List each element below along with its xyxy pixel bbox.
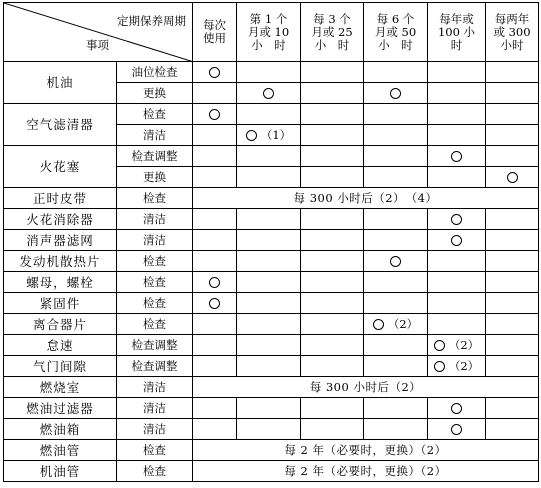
circle-icon: [451, 214, 462, 225]
schedule-cell: [193, 356, 237, 377]
schedule-cell: [301, 167, 364, 188]
footnote-ref: （1）: [260, 127, 292, 142]
schedule-cell: [301, 356, 364, 377]
action-cell: 清洁: [117, 398, 193, 419]
period-header-4: [428, 3, 486, 62]
item-name-cell: 气门间隙: [4, 356, 117, 377]
period-header-line: 或 300: [493, 24, 531, 39]
item-name-cell: 正时皮带: [4, 188, 117, 209]
table-row: [4, 104, 539, 125]
schedule-cell: [364, 167, 428, 188]
schedule-cell: [486, 62, 539, 83]
table-row: [4, 335, 539, 356]
period-header-line: 每 3 个: [313, 11, 351, 26]
schedule-cell: [428, 230, 486, 251]
schedule-cell: [237, 230, 301, 251]
action-cell: 检查: [117, 314, 193, 335]
schedule-cell: [428, 146, 486, 167]
schedule-cell: [193, 209, 237, 230]
schedule-cell: [486, 83, 539, 104]
table-row: [4, 461, 539, 482]
schedule-cell: [193, 398, 237, 419]
circle-icon: [390, 88, 401, 99]
action-cell: 更换: [117, 167, 193, 188]
schedule-cell: [237, 62, 301, 83]
action-cell: 检查: [117, 251, 193, 272]
action-cell: 检查: [117, 293, 193, 314]
action-cell: 检查调整: [117, 356, 193, 377]
table-row: [4, 398, 539, 419]
table-row: [4, 251, 539, 272]
table-row: [4, 209, 539, 230]
schedule-cell: [486, 230, 539, 251]
table-row: [4, 146, 539, 167]
period-header-1: [237, 3, 301, 62]
schedule-cell: [364, 230, 428, 251]
table-row: [4, 419, 539, 440]
action-cell: 油位检查: [117, 62, 193, 83]
header-row: [4, 3, 539, 62]
interval-note-cell: 每 2 年（必要时，更换）（2）: [193, 461, 539, 482]
schedule-cell: [486, 272, 539, 293]
item-name-cell: 空气滤清器: [4, 104, 117, 146]
schedule-cell: [428, 272, 486, 293]
schedule-cell: [193, 272, 237, 293]
period-header-line: 使用: [203, 31, 226, 45]
schedule-cell: [237, 104, 301, 125]
circle-icon: [209, 109, 220, 120]
schedule-cell: [237, 335, 301, 356]
schedule-cell: [237, 209, 301, 230]
schedule-cell: [193, 419, 237, 440]
item-name-cell: 发动机散热片: [4, 251, 117, 272]
circle-icon: [390, 256, 401, 267]
schedule-cell: [486, 125, 539, 146]
schedule-cell: [237, 398, 301, 419]
table-row: [4, 188, 539, 209]
period-header-line: 月或 50: [374, 24, 417, 39]
schedule-cell: [301, 146, 364, 167]
item-name-cell: 燃油箱: [4, 419, 117, 440]
action-cell: 检查: [117, 104, 193, 125]
circle-icon: [451, 403, 462, 414]
schedule-cell: [193, 62, 237, 83]
action-cell: 检查: [117, 440, 193, 461]
schedule-cell: [486, 356, 539, 377]
schedule-cell: [364, 125, 428, 146]
schedule-cell: [237, 314, 301, 335]
maintenance-schedule: [3, 2, 539, 482]
interval-note-cell: 每 2 年（必要时，更换）（2）: [193, 440, 539, 461]
action-cell: 清洁: [117, 230, 193, 251]
schedule-cell: [237, 272, 301, 293]
schedule-cell: [486, 335, 539, 356]
item-name-cell: 火花消除器: [4, 209, 117, 230]
schedule-cell: [193, 293, 237, 314]
circle-icon: [451, 424, 462, 435]
schedule-cell: [364, 104, 428, 125]
schedule-cell: [193, 230, 237, 251]
schedule-cell: [428, 209, 486, 230]
action-cell: 检查调整: [117, 335, 193, 356]
schedule-cell: [364, 314, 428, 335]
action-cell: 检查: [117, 461, 193, 482]
interval-note-cell: 每 300 小时后（2）: [193, 377, 539, 398]
footnote-ref: （2）: [387, 316, 419, 331]
action-cell: 检查: [117, 188, 193, 209]
header-period-label: 定期保养周期: [117, 14, 186, 28]
footnote-ref: （2）: [448, 358, 480, 373]
diagonal-divider: [4, 3, 193, 62]
item-name-cell: 螺母，螺栓: [4, 272, 117, 293]
schedule-cell: [301, 209, 364, 230]
schedule-cell: [364, 251, 428, 272]
interval-note-cell: 每 300 小时后（2） （4）: [193, 188, 539, 209]
action-cell: 清洁: [117, 377, 193, 398]
schedule-cell: [237, 83, 301, 104]
action-cell: 检查: [117, 272, 193, 293]
schedule-cell: [486, 398, 539, 419]
circle-icon: [246, 130, 257, 141]
period-header-line: 100 小: [437, 24, 476, 39]
maintenance-table: [3, 2, 539, 482]
period-header-line: 小时: [500, 37, 524, 52]
period-header-5: [486, 3, 539, 62]
schedule-cell: [364, 83, 428, 104]
period-header-line: 小 时: [378, 37, 413, 52]
schedule-cell: [428, 398, 486, 419]
schedule-cell: [364, 335, 428, 356]
schedule-cell: [301, 104, 364, 125]
schedule-cell: [237, 167, 301, 188]
item-name-cell: 燃油过滤器: [4, 398, 117, 419]
table-row: [4, 356, 539, 377]
schedule-cell: [237, 125, 301, 146]
action-cell: 清洁: [117, 209, 193, 230]
schedule-cell: [193, 125, 237, 146]
schedule-cell: [364, 419, 428, 440]
circle-icon: [263, 88, 274, 99]
schedule-cell: [428, 167, 486, 188]
period-header-2: [301, 3, 364, 62]
schedule-cell: [364, 293, 428, 314]
schedule-cell: [301, 230, 364, 251]
circle-icon: [209, 277, 220, 288]
schedule-cell: [364, 398, 428, 419]
schedule-cell: [237, 251, 301, 272]
schedule-cell: [237, 146, 301, 167]
period-header-line: 月或 10: [247, 24, 290, 39]
schedule-cell: [301, 335, 364, 356]
action-cell: 清洁: [117, 419, 193, 440]
period-header-line: 每年或: [439, 11, 474, 26]
period-header-line: 月或 25: [311, 24, 353, 39]
schedule-cell: [486, 314, 539, 335]
schedule-cell: [486, 293, 539, 314]
schedule-cell: [301, 83, 364, 104]
schedule-cell: [301, 62, 364, 83]
table-body: [4, 3, 539, 482]
schedule-cell: [486, 251, 539, 272]
schedule-cell: [301, 125, 364, 146]
item-name-cell: 火花塞: [4, 146, 117, 188]
table-row: [4, 440, 539, 461]
schedule-cell: [193, 104, 237, 125]
action-cell: 更换: [117, 83, 193, 104]
item-name-cell: 怠速: [4, 335, 117, 356]
schedule-cell: [364, 62, 428, 83]
action-cell: 清洁: [117, 125, 193, 146]
circle-icon: [209, 67, 220, 78]
schedule-cell: [486, 104, 539, 125]
schedule-cell: [364, 209, 428, 230]
circle-icon: [373, 319, 384, 330]
period-header-line: 第 1 个: [249, 11, 288, 26]
schedule-cell: [428, 335, 486, 356]
schedule-cell: [193, 314, 237, 335]
period-header-line: 每 6 个: [376, 11, 415, 26]
schedule-cell: [193, 335, 237, 356]
schedule-cell: [364, 356, 428, 377]
period-header-line: 每两年: [494, 11, 530, 26]
schedule-cell: [301, 251, 364, 272]
schedule-cell: [301, 419, 364, 440]
period-header-line: 小 时: [314, 37, 350, 52]
circle-icon: [451, 235, 462, 246]
schedule-cell: [301, 293, 364, 314]
schedule-cell: [428, 293, 486, 314]
schedule-cell: [193, 146, 237, 167]
schedule-cell: [486, 209, 539, 230]
circle-icon: [209, 298, 220, 309]
schedule-cell: [428, 356, 486, 377]
table-row: [4, 62, 539, 83]
circle-icon: [507, 172, 518, 183]
schedule-cell: [428, 83, 486, 104]
item-name-cell: 机油管: [4, 461, 117, 482]
schedule-cell: [193, 167, 237, 188]
schedule-cell: [237, 356, 301, 377]
period-header-3: [364, 3, 428, 62]
schedule-cell: [364, 146, 428, 167]
schedule-cell: [428, 314, 486, 335]
schedule-cell: [193, 251, 237, 272]
schedule-cell: [301, 272, 364, 293]
table-row: [4, 230, 539, 251]
schedule-cell: [301, 398, 364, 419]
item-name-cell: 燃烧室: [4, 377, 117, 398]
circle-icon: [451, 151, 462, 162]
table-row: [4, 272, 539, 293]
circle-icon: [434, 361, 445, 372]
item-name-cell: 消声器滤网: [4, 230, 117, 251]
schedule-cell: [428, 104, 486, 125]
period-header-line: 时: [450, 37, 463, 52]
item-name-cell: 离合器片: [4, 314, 117, 335]
schedule-cell: [428, 251, 486, 272]
period-header-line: 每次: [203, 18, 226, 32]
item-name-cell: 燃油管: [4, 440, 117, 461]
circle-icon: [434, 340, 445, 351]
action-cell: 检查调整: [117, 146, 193, 167]
header-item-label: 事项: [86, 38, 109, 52]
schedule-cell: [237, 293, 301, 314]
schedule-cell: [364, 272, 428, 293]
table-row: [4, 293, 539, 314]
period-header-0: [193, 3, 237, 62]
schedule-cell: [428, 419, 486, 440]
footnote-ref: （2）: [448, 337, 480, 352]
header-corner-cell: [4, 3, 193, 62]
table-row: [4, 314, 539, 335]
table-row: [4, 377, 539, 398]
schedule-cell: [486, 146, 539, 167]
item-name-cell: 紧固件: [4, 293, 117, 314]
schedule-cell: [486, 419, 539, 440]
schedule-cell: [428, 62, 486, 83]
schedule-cell: [486, 167, 539, 188]
item-name-cell: 机油: [4, 62, 117, 104]
schedule-cell: [428, 125, 486, 146]
period-header-line: 小 时: [251, 37, 286, 52]
schedule-cell: [193, 83, 237, 104]
schedule-cell: [301, 314, 364, 335]
schedule-cell: [237, 419, 301, 440]
